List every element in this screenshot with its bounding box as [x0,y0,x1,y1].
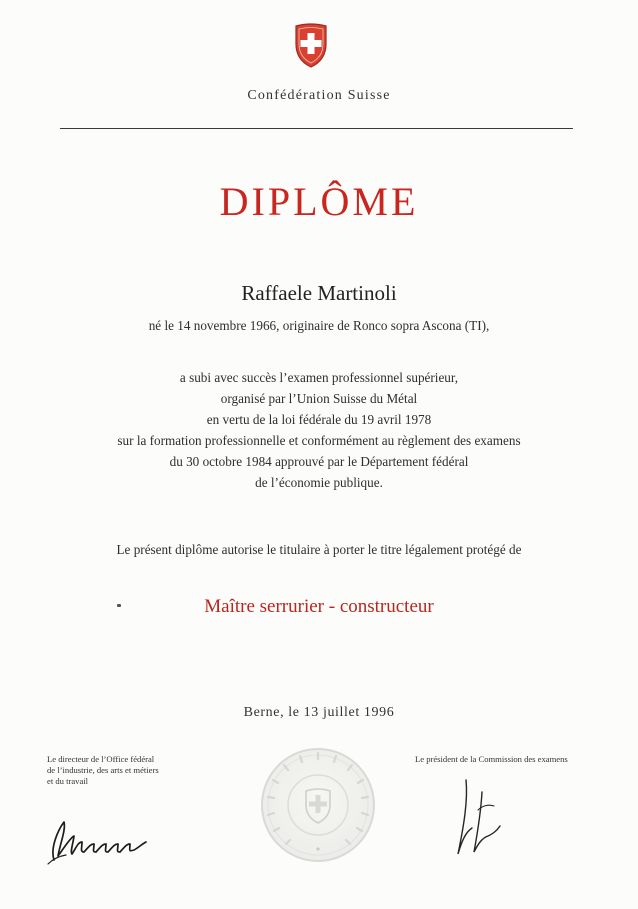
document-title: DIPLÔME [219,179,419,224]
caption-line: de l’industrie, des arts et métiers [47,765,159,775]
exam-statement [0,367,638,493]
right-signatory-caption: Le président de la Commission des examens [415,754,568,764]
exam-line: du 30 octobre 1984 approuvé par le Département fédéral [169,454,469,469]
exam-line: de l’économie publique. [255,475,383,490]
exam-line: a subi avec succès l’examen professionnel supérieur, [179,370,459,385]
authorization-text: Le présent diplôme autorise le titulaire à porter le titre légalement protégé de [116,542,522,557]
caption-line: et du travail [47,776,89,786]
issuer-name: Confédération Suisse [247,88,391,103]
caption-line: Le directeur de l’Office fédéral [47,754,155,764]
exam-line: sur la formation professionnelle et conformément au règlement des examens [117,433,521,448]
embossed-seal-icon [258,745,378,865]
holder-birth-origin: né le 14 novembre 1966, originaire de Ronco sopra Ascona (TI), [148,318,490,333]
header-divider [60,128,573,129]
exam-line: organisé par l’Union Suisse du Métal [220,391,418,406]
place-and-date: Berne, le 13 juillet 1996 [243,705,395,720]
holder-name: Raffaele Martinoli [241,281,397,305]
exam-line: en vertu de la loi fédérale du 19 avril 1978 [206,412,432,427]
left-signatory-caption [47,754,207,787]
director-signature-icon [40,808,150,868]
president-signature-icon [448,770,508,865]
professional-title: Maître serrurier - constructeur [204,596,434,617]
swiss-cross-shield-icon [293,22,329,68]
